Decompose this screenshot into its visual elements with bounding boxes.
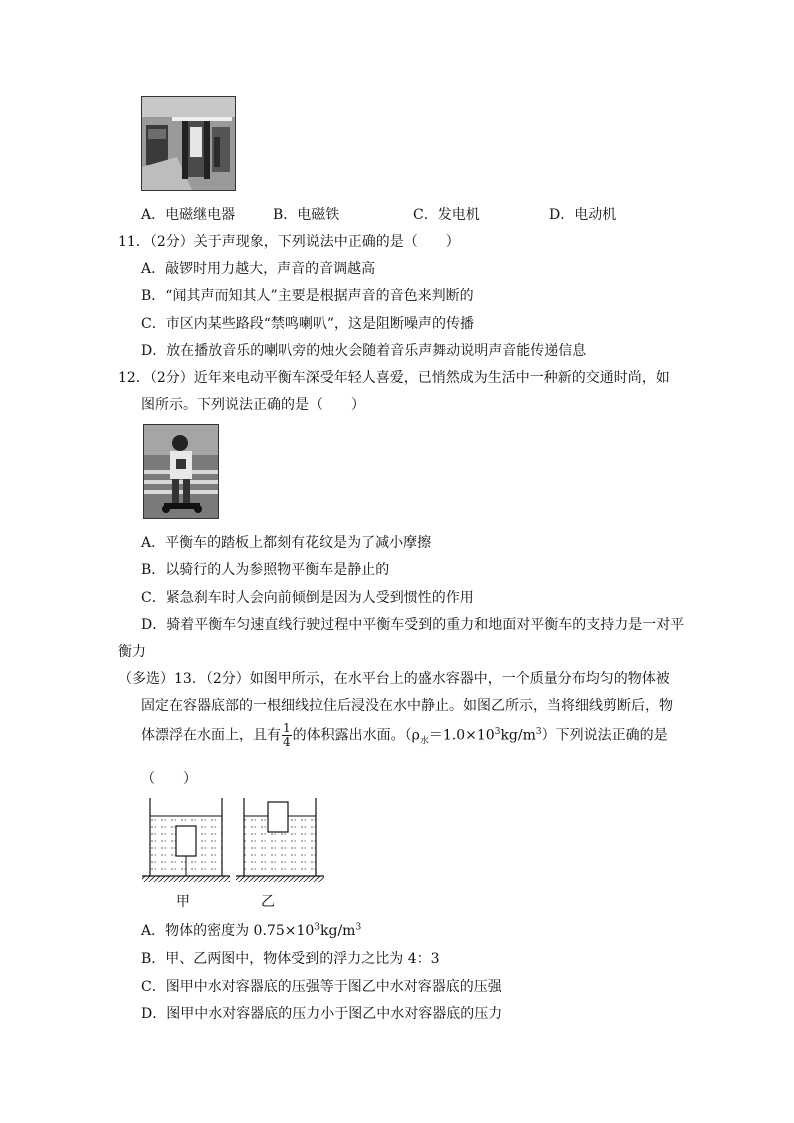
fraction-denominator: 4 [283, 735, 291, 750]
q10-option-c: C．发电机 [413, 207, 480, 223]
q12-option-b: B．以骑行的人为参照物平衡车是静止的 [141, 562, 390, 578]
q12-option-d-continuation: 衡力 [118, 644, 146, 660]
balance-scooter-photo [143, 424, 219, 519]
q11-stem: 11．（2分）关于声现象，下列说法中正确的是（ ） [118, 234, 460, 250]
q13-option-c: C．图甲中水对容器底的压强等于图乙中水对容器底的压强 [141, 979, 502, 995]
q13-option-d: D．图甲中水对容器底的压力小于图乙中水对容器底的压力 [141, 1006, 503, 1022]
q11-option-d: D．放在播放音乐的喇叭旁的烛火会随着音乐声舞动说明声音能传递信息 [141, 343, 587, 359]
q12-option-a: A．平衡车的踏板上都刻有花纹是为了减小摩擦 [141, 535, 432, 551]
figure-label-jia: 甲 [176, 894, 190, 910]
q13-line3-text-b: 的体积露出水面。（ρ [292, 727, 420, 744]
container-yi [236, 798, 324, 882]
figure-label-yi: 乙 [261, 894, 275, 910]
q11-option-c: C．市区内某些路段“禁鸣喇叭”，这是阻断噪声的传播 [141, 316, 475, 332]
q13-stem-line1: （多选）13．（2分）如图甲所示，在水平台上的盛水容器中，一个质量分布均匀的物体被 [118, 671, 670, 687]
exponent-3-a-unit: 3 [355, 922, 362, 933]
q10-option-d: D．电动机 [549, 207, 617, 223]
q12-option-d: D．骑着平衡车匀速直线行驶过程中平衡车受到的重力和地面对平衡车的支持力是一对平 [141, 617, 685, 633]
exponent-3-a: 3 [314, 922, 321, 933]
q13-stem-line4: （ ） [141, 771, 197, 787]
q12-option-c: C．紧急刹车时人会向前倾倒是因为人受到惯性的作用 [141, 590, 474, 606]
q13-line3-text-e: ）下列说法正确的是 [541, 727, 668, 744]
q13-stem-line2: 固定在容器底部的一根细线拉住后浸没在水中静止。如图乙所示，当将细线剪断后，物 [141, 698, 673, 714]
q13-option-a-text: A．物体的密度为 0.75×10 [141, 923, 315, 939]
security-gate-photo [141, 96, 236, 191]
quarter-fraction [282, 722, 292, 749]
q11-option-a: A．敲锣时用力越大，声音的音调越高 [141, 261, 376, 277]
rho-subscript: 水 [419, 736, 429, 747]
q11-option-b: B．“闻其声而知其人”主要是根据声音的音色来判断的 [141, 288, 474, 304]
q13-line3-text-a: 体漂浮在水面上，且有 [141, 727, 281, 744]
q13-line3-text-d: kg/m [500, 727, 536, 744]
q13-option-a-unit: kg/m [320, 923, 356, 939]
q13-option-a [141, 920, 361, 940]
q13-line3-text-c: ＝1.0×10 [428, 727, 495, 744]
q12-stem-line2: 图所示。下列说法正确的是（ ） [141, 397, 365, 413]
exponent-3: 3 [494, 727, 501, 737]
security-gate-illustration [142, 97, 235, 190]
q10-option-b: B．电磁铁 [273, 207, 340, 223]
exponent-3-unit: 3 [535, 727, 542, 737]
balance-scooter-illustration [144, 425, 218, 518]
q10-option-a: A．电磁继电器 [141, 207, 236, 223]
q13-option-b: B．甲、乙两图中，物体受到的浮力之比为 4：3 [141, 951, 440, 967]
container-jia [142, 798, 230, 882]
q12-stem-line1: 12．（2分）近年来电动平衡车深受年轻人喜爱，已悄然成为生活中一种新的交通时尚，如 [118, 370, 670, 386]
container-diagram [140, 796, 332, 890]
fraction-numerator: 1 [283, 721, 291, 736]
q13-stem-line3 [141, 717, 668, 756]
